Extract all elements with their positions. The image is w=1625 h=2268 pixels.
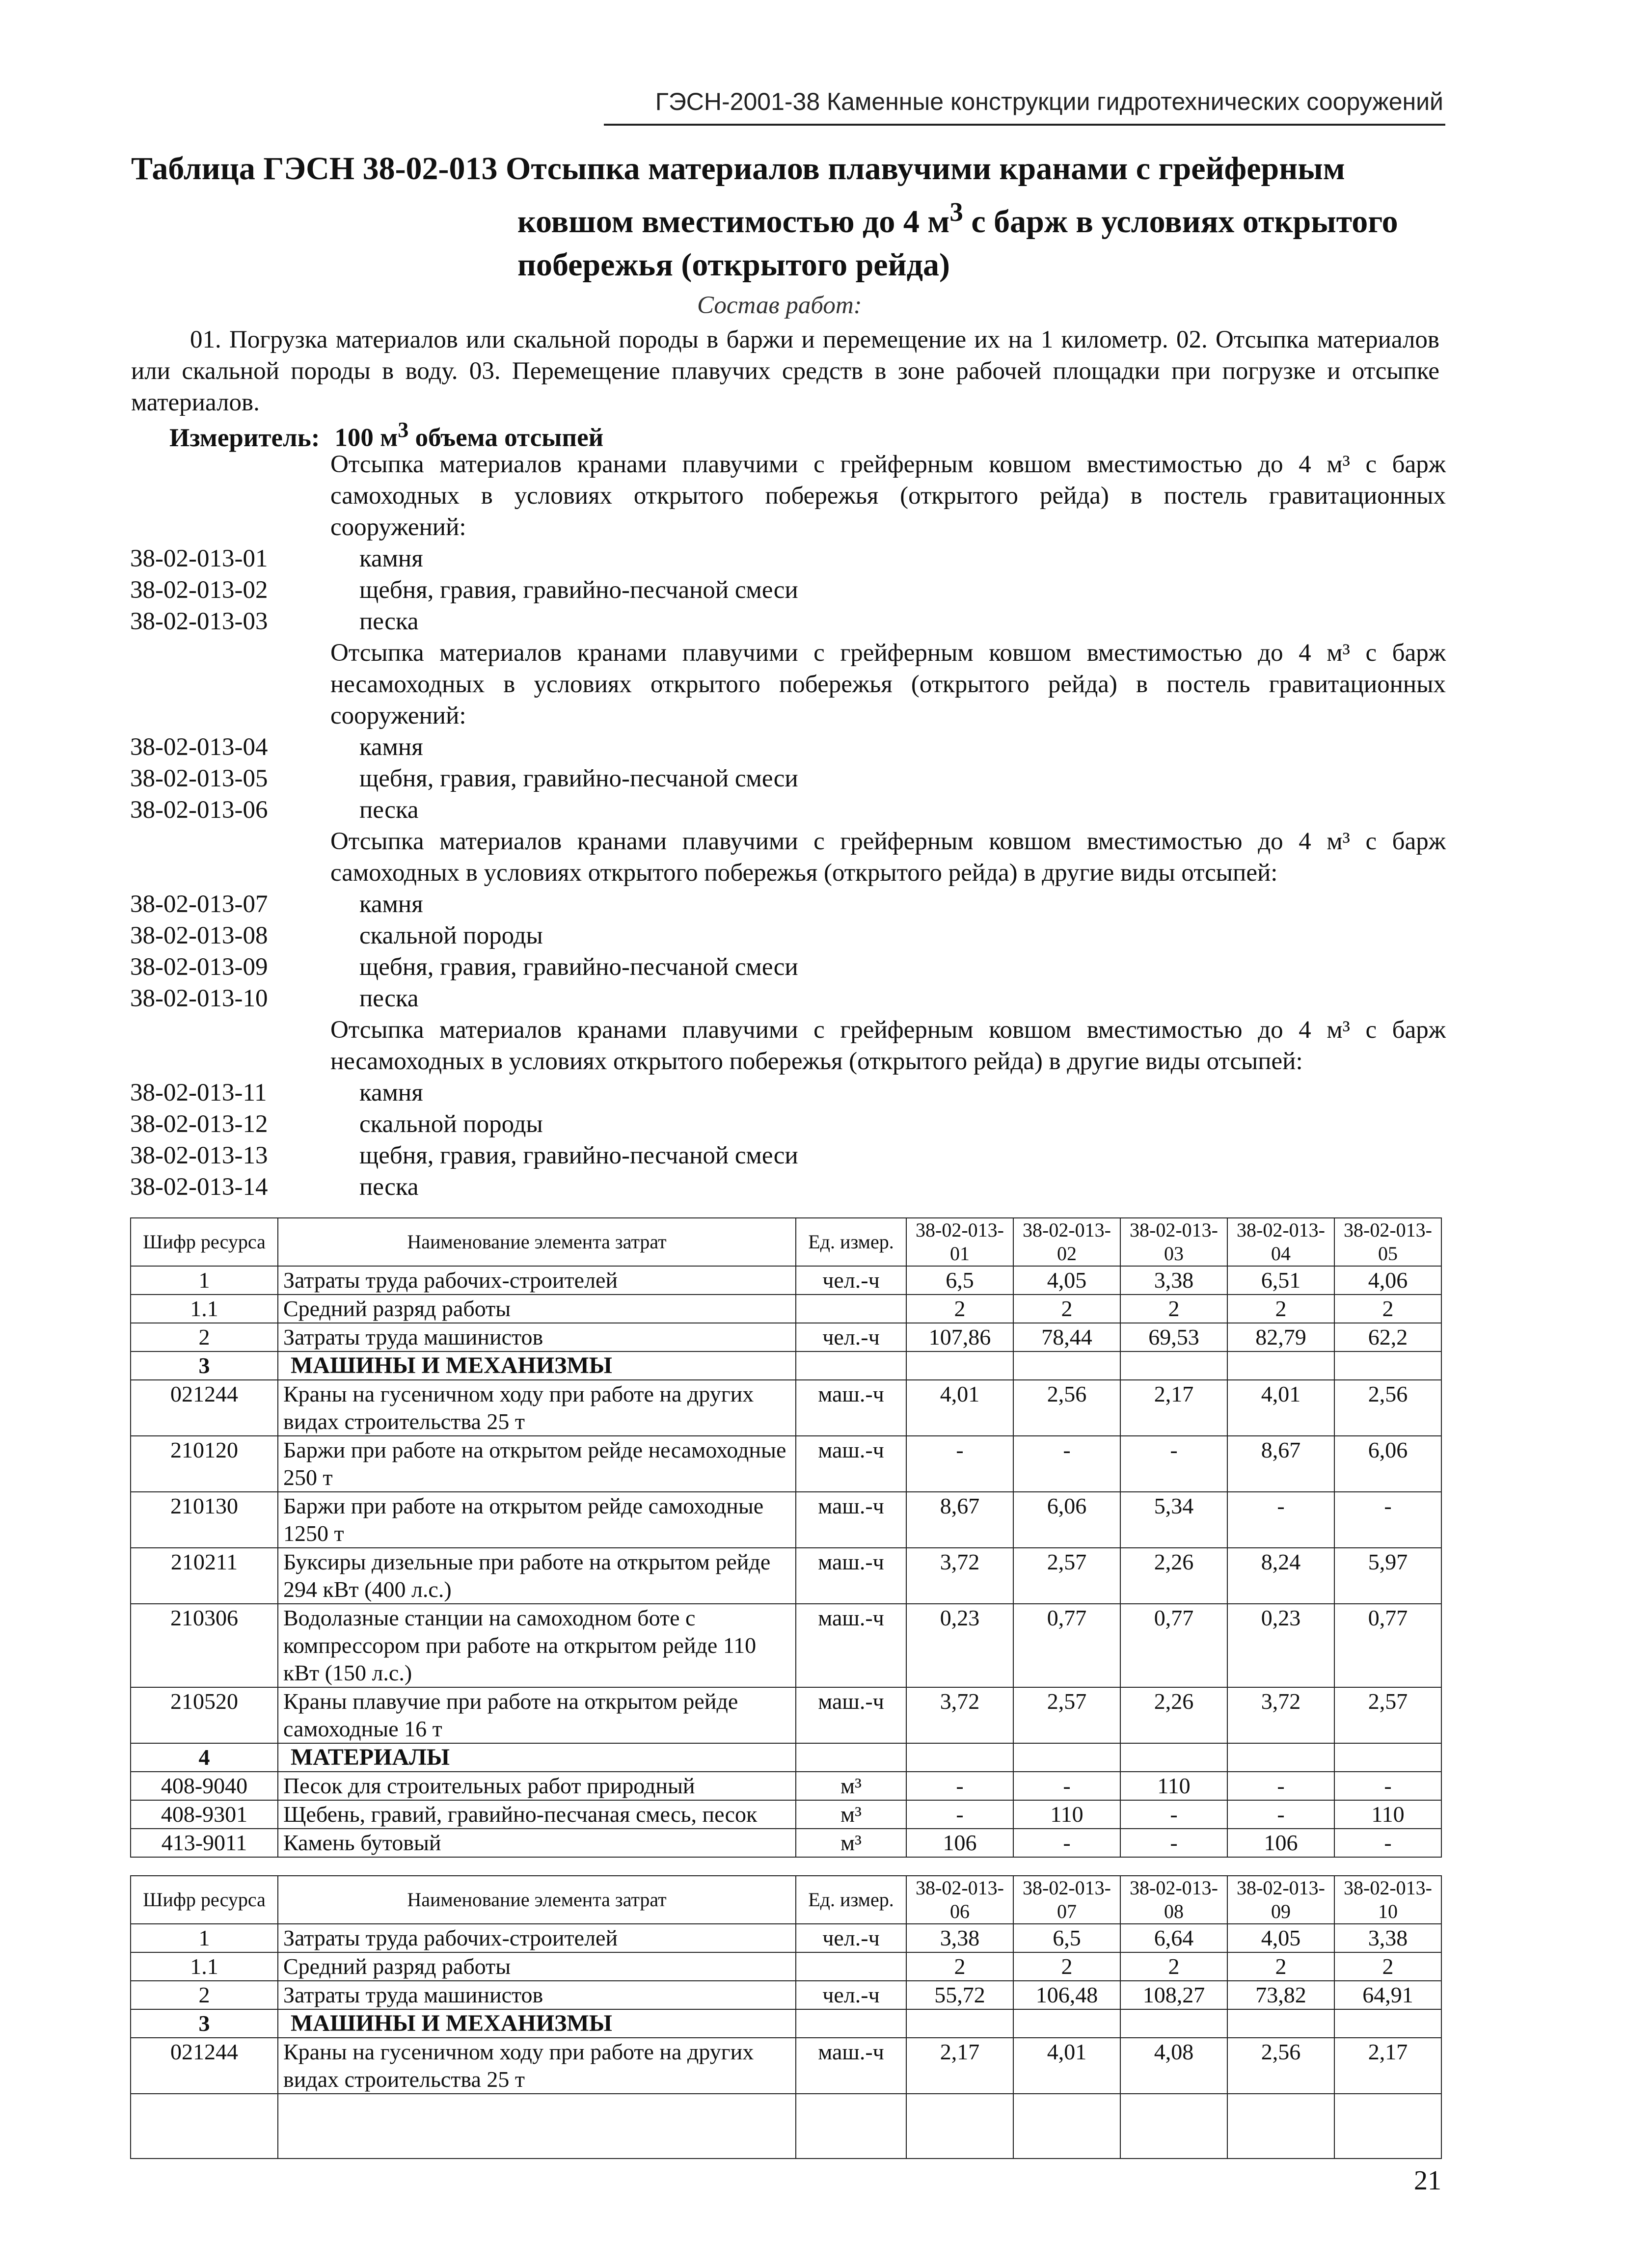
header-col-1: 38-02-013-01 [906,1218,1013,1266]
resource-code: 210306 [131,1604,278,1687]
table-row [131,1772,1441,1800]
value-cell: 2,17 [1334,2038,1441,2094]
resource-code: 3 [131,1351,278,1380]
norm-item [130,543,1446,574]
value-cell: 106 [906,1829,1013,1857]
value-cell [1227,2009,1334,2038]
value-cell: 62,2 [1334,1323,1441,1351]
value-cell: 5,97 [1334,1548,1441,1604]
value-cell: 6,06 [1013,1492,1120,1548]
norm-code: 38-02-013-13 [130,1142,268,1169]
header-rule [604,124,1445,126]
norm-code: 38-02-013-10 [130,985,268,1012]
resource-name: Затраты труда рабочих-строителей [278,1924,796,1952]
unit-cell: маш.-ч [796,1604,906,1687]
table-body [131,1266,1441,1857]
norm-code: 38-02-013-14 [130,1173,268,1201]
header-col-2: 38-02-013-07 [1013,1876,1120,1924]
work-composition-heading: Состав работ: [697,292,862,319]
value-cell: 2,17 [1120,1380,1227,1436]
value-cell [1013,2009,1120,2038]
resource-code: 210120 [131,1436,278,1492]
header-col-1: 38-02-013-06 [906,1876,1013,1924]
value-cell: - [1227,1772,1334,1800]
resource-name: Средний разряд работы [278,1295,796,1323]
title-line-3: побережья (открытого рейда) [517,247,950,283]
value-cell: 4,01 [906,1380,1013,1436]
value-cell [906,1743,1013,1772]
norm-code: 38-02-013-12 [130,1110,268,1138]
value-cell: - [1334,1772,1441,1800]
norm-item [130,574,1446,606]
value-cell: 3,72 [906,1548,1013,1604]
unit-cell [796,1295,906,1323]
title-line-1: Таблица ГЭСН 38-02-013 Отсыпка материалов плавучими кранами с грейферным [131,151,1345,187]
value-cell: 107,86 [906,1323,1013,1351]
unit-cell [796,1952,906,1981]
value-cell: 3,38 [1334,1924,1441,1952]
value-cell: 4,05 [1227,1924,1334,1952]
value-cell: 55,72 [906,1981,1013,2009]
table-header-row [131,1876,1441,1924]
value-cell: 6,51 [1227,1266,1334,1295]
unit-cell: маш.-ч [796,1687,906,1743]
header-code: Шифр ресурса [131,1876,278,1924]
header-col-3: 38-02-013-03 [1120,1218,1227,1266]
value-cell: 110 [1120,1772,1227,1800]
value-cell: 78,44 [1013,1323,1120,1351]
norm-code: 38-02-013-07 [130,891,268,918]
value-cell: 106 [1227,1829,1334,1857]
title-superscript: 3 [949,197,963,227]
resource-code: 1.1 [131,1295,278,1323]
value-cell [1120,1743,1227,1772]
table-title [131,147,1457,287]
value-cell: 2,56 [1227,2038,1334,2094]
value-cell: 2,26 [1120,1548,1227,1604]
group-description: Отсыпка материалов кранами плавучими с грейферным ковшом вместимостью до 4 м³ с барж самоходных в условиях открытого побережья (открытого рейда) в другие виды отсыпей: [330,828,1446,887]
norm-code: 38-02-013-02 [130,576,268,604]
unit-cell: маш.-ч [796,2038,906,2094]
value-cell: 8,67 [906,1492,1013,1548]
header-col-3: 38-02-013-08 [1120,1876,1227,1924]
unit-cell: м³ [796,1772,906,1800]
value-cell: - [1120,1800,1227,1829]
value-cell: 110 [1334,1800,1441,1829]
value-cell: - [1120,1436,1227,1492]
resource-name: Краны на гусеничном ходу при работе на других видах строительства 25 т [278,2038,796,2094]
empty-cell [1120,2094,1227,2159]
table-row [131,1548,1441,1604]
value-cell: 8,67 [1227,1436,1334,1492]
table-header-row [131,1218,1441,1266]
norm-code: 38-02-013-04 [130,733,268,761]
unit-cell [796,1743,906,1772]
value-cell: 2,56 [1334,1380,1441,1436]
value-cell: 3,38 [1120,1266,1227,1295]
norm-name: камня [359,733,423,761]
value-cell [1120,2009,1227,2038]
value-cell [1334,2009,1441,2038]
value-cell: - [906,1436,1013,1492]
resource-name: Краны плавучие при работе на открытом рейде самоходные 16 т [278,1687,796,1743]
table-row [131,1952,1441,1981]
section-row [131,1351,1441,1380]
norm-item [130,951,1446,983]
resource-name: Щебень, гравий, гравийно-песчаная смесь, песок [278,1800,796,1829]
unit-cell [796,2009,906,2038]
unit-cell: маш.-ч [796,1436,906,1492]
value-cell: - [906,1772,1013,1800]
value-cell: 2 [1227,1952,1334,1981]
empty-cell [278,2094,796,2159]
value-cell [906,1351,1013,1380]
value-cell: 2 [1013,1952,1120,1981]
value-cell: 6,06 [1334,1436,1441,1492]
empty-cell [906,2094,1013,2159]
resource-code: 408-9301 [131,1800,278,1829]
value-cell [1334,1743,1441,1772]
norm-name: скальной породы [359,922,543,949]
page-number: 21 [1414,2165,1441,2196]
norm-name: песка [359,985,419,1012]
value-cell: - [1013,1436,1120,1492]
empty-cell [1334,2094,1441,2159]
unit-cell: м³ [796,1800,906,1829]
norm-item [130,731,1446,763]
resource-table-2 [130,1875,1442,2159]
norm-item [130,794,1446,826]
running-head: ГЭСН-2001-38 Каменные конструкции гидротехнических сооружений [655,88,1443,115]
measure-superscript: 3 [398,418,409,442]
value-cell: 2 [1013,1295,1120,1323]
header-code: Шифр ресурса [131,1218,278,1266]
measure-value: 100 м [334,423,398,452]
resource-name: МАШИНЫ И МЕХАНИЗМЫ [278,2009,796,2038]
table-row [131,1800,1441,1829]
value-cell: - [1013,1772,1120,1800]
norm-name: щебня, гравия, гравийно-песчаной смеси [359,953,798,981]
norm-name: щебня, гравия, гравийно-песчаной смеси [359,576,798,604]
table-row [131,1380,1441,1436]
unit-cell: маш.-ч [796,1492,906,1548]
value-cell: - [1334,1492,1441,1548]
norm-item [130,1171,1446,1203]
table-row [131,1924,1441,1952]
resource-name: Затраты труда машинистов [278,1323,796,1351]
norm-item [130,920,1446,951]
value-cell: - [1334,1829,1441,1857]
value-cell: 2,57 [1334,1687,1441,1743]
value-cell [1334,1351,1441,1380]
unit-cell: чел.-ч [796,1323,906,1351]
header-col-4: 38-02-013-04 [1227,1218,1334,1266]
resource-code: 1 [131,1924,278,1952]
value-cell: 2 [1227,1295,1334,1323]
title-line-2-rest: с барж в условиях открытого [963,204,1398,240]
table-row [131,2038,1441,2094]
empty-cell [1013,2094,1120,2159]
norm-name: песка [359,1173,419,1201]
resource-code: 210211 [131,1548,278,1604]
empty-cell [1227,2094,1334,2159]
work-composition-text: 01. Погрузка материалов или скальной породы в баржи и перемещение их на 1 километр. 02. Отсыпка материалов или скальной породы в воду. 03. Перемещение плавучих средств в зоне рабочей площадки при погрузке и отсыпке материалов. [131,326,1439,416]
resource-name: Затраты труда машинистов [278,1981,796,2009]
value-cell: 2 [906,1952,1013,1981]
value-cell: 0,77 [1334,1604,1441,1687]
header-unit: Ед. измер. [796,1876,906,1924]
resource-name: Средний разряд работы [278,1952,796,1981]
table-row [131,1981,1441,2009]
value-cell: 2 [1120,1952,1227,1981]
norm-code: 38-02-013-01 [130,545,268,572]
header-col-2: 38-02-013-02 [1013,1218,1120,1266]
header-name: Наименование элемента затрат [278,1876,796,1924]
value-cell: 3,38 [906,1924,1013,1952]
norm-item [130,1077,1446,1108]
value-cell [1120,1351,1227,1380]
resource-code: 2 [131,1981,278,2009]
table-row [131,1687,1441,1743]
group-description: Отсыпка материалов кранами плавучими с грейферным ковшом вместимостью до 4 м³ с барж самоходных в условиях открытого побережья (открытого рейда) в постель гравитационных сооружений: [330,451,1446,541]
table-row [131,1323,1441,1351]
norm-item [130,606,1446,637]
resource-name: Камень бутовый [278,1829,796,1857]
resource-code: 1.1 [131,1952,278,1981]
norm-item [130,983,1446,1014]
value-cell [1013,1743,1120,1772]
title-line-2-text: ковшом вместимостью до 4 м [517,204,950,240]
measure-line [169,417,603,453]
table-row [131,1829,1441,1857]
norm-name: камня [359,1079,423,1107]
table-row [131,1492,1441,1548]
norm-name: песка [359,608,419,635]
unit-cell: чел.-ч [796,1981,906,2009]
unit-cell: чел.-ч [796,1924,906,1952]
norm-name: скальной породы [359,1110,543,1138]
measure-label: Измеритель: [169,423,320,452]
resource-name: Песок для строительных работ природный [278,1772,796,1800]
norm-name: щебня, гравия, гравийно-песчаной смеси [359,765,798,792]
value-cell: 2,26 [1120,1687,1227,1743]
value-cell: 73,82 [1227,1981,1334,2009]
unit-cell [796,1351,906,1380]
value-cell: 4,01 [1227,1380,1334,1436]
value-cell: 2 [1334,1295,1441,1323]
value-cell: 8,24 [1227,1548,1334,1604]
resource-code: 408-9040 [131,1772,278,1800]
resource-name: МАТЕРИАЛЫ [278,1743,796,1772]
norm-code: 38-02-013-06 [130,796,268,824]
header-name: Наименование элемента затрат [278,1218,796,1266]
norm-item [130,889,1446,920]
value-cell: 2 [1120,1295,1227,1323]
unit-cell: маш.-ч [796,1380,906,1436]
unit-cell: чел.-ч [796,1266,906,1295]
norm-code: 38-02-013-03 [130,608,268,635]
resource-code: 4 [131,1743,278,1772]
table-row [131,1604,1441,1687]
value-cell: 3,72 [1227,1687,1334,1743]
value-cell: 108,27 [1120,1981,1227,2009]
value-cell [906,2009,1013,2038]
value-cell: - [1013,1829,1120,1857]
value-cell: 2,17 [906,2038,1013,2094]
value-cell: 6,5 [1013,1924,1120,1952]
value-cell: 2,57 [1013,1687,1120,1743]
group-description: Отсыпка материалов кранами плавучими с грейферным ковшом вместимостью до 4 м³ с барж несамоходных в условиях открытого побережья (открытого рейда) в постель гравитационных сооружений: [330,639,1446,729]
unit-cell: маш.-ч [796,1548,906,1604]
value-cell: - [906,1800,1013,1829]
table-row [131,1266,1441,1295]
header-unit: Ед. измер. [796,1218,906,1266]
norm-code: 38-02-013-09 [130,953,268,981]
value-cell: - [1120,1829,1227,1857]
resource-name: Краны на гусеничном ходу при работе на других видах строительства 25 т [278,1380,796,1436]
value-cell: 2,57 [1013,1548,1120,1604]
resource-code: 3 [131,2009,278,2038]
section-row [131,1743,1441,1772]
norm-item [130,1140,1446,1171]
measure-rest: объема отсыпей [408,423,604,452]
value-cell: 4,05 [1013,1266,1120,1295]
value-cell: 110 [1013,1800,1120,1829]
resource-name: Баржи при работе на открытом рейде самоходные 1250 т [278,1492,796,1548]
value-cell: 2 [1334,1952,1441,1981]
value-cell: 0,77 [1120,1604,1227,1687]
norm-name: камня [359,545,423,572]
value-cell: 106,48 [1013,1981,1120,2009]
norm-name: песка [359,796,419,824]
value-cell: 0,23 [906,1604,1013,1687]
empty-cell [131,2094,278,2159]
resource-name: МАШИНЫ И МЕХАНИЗМЫ [278,1351,796,1380]
value-cell: 2,56 [1013,1380,1120,1436]
value-cell: 0,77 [1013,1604,1120,1687]
norm-code: 38-02-013-11 [130,1079,267,1107]
title-line-2 [131,190,1457,243]
value-cell: 4,01 [1013,2038,1120,2094]
value-cell [1227,1743,1334,1772]
resource-code: 413-9011 [131,1829,278,1857]
table-body [131,1924,1441,2159]
value-cell [1227,1351,1334,1380]
resource-name: Затраты труда рабочих-строителей [278,1266,796,1295]
resource-code: 021244 [131,1380,278,1436]
header-col-4: 38-02-013-09 [1227,1876,1334,1924]
resource-name: Буксиры дизельные при работе на открытом рейде 294 кВт (400 л.с.) [278,1548,796,1604]
section-row [131,2009,1441,2038]
value-cell: 3,72 [906,1687,1013,1743]
resource-code: 210130 [131,1492,278,1548]
resource-name: Водолазные станции на самоходном боте с компрессором при работе на открытом рейде 110 кВт (150 л.с.) [278,1604,796,1687]
resource-code: 2 [131,1323,278,1351]
value-cell [1013,1351,1120,1380]
header-col-5: 38-02-013-10 [1334,1876,1441,1924]
value-cell: 4,06 [1334,1266,1441,1295]
value-cell: 64,91 [1334,1981,1441,2009]
norm-name: щебня, гравия, гравийно-песчаной смеси [359,1142,798,1169]
value-cell: 82,79 [1227,1323,1334,1351]
value-cell: 69,53 [1120,1323,1227,1351]
empty-cell [796,2094,906,2159]
unit-cell: м³ [796,1829,906,1857]
value-cell: 2 [906,1295,1013,1323]
norm-item [130,1108,1446,1140]
spacer-row [131,2094,1441,2159]
value-cell: 5,34 [1120,1492,1227,1548]
resource-code: 1 [131,1266,278,1295]
resource-table-1 [130,1217,1442,1858]
value-cell: 6,64 [1120,1924,1227,1952]
value-cell: - [1227,1800,1334,1829]
value-cell: 4,08 [1120,2038,1227,2094]
value-cell: 6,5 [906,1266,1013,1295]
table-row [131,1295,1441,1323]
norm-item [130,763,1446,794]
resource-name: Баржи при работе на открытом рейде несамоходные 250 т [278,1436,796,1492]
group-description: Отсыпка материалов кранами плавучими с грейферным ковшом вместимостью до 4 м³ с барж несамоходных в условиях открытого побережья (открытого рейда) в другие виды отсыпей: [330,1016,1446,1075]
value-cell: 0,23 [1227,1604,1334,1687]
table-row [131,1436,1441,1492]
header-col-5: 38-02-013-05 [1334,1218,1441,1266]
norm-code: 38-02-013-08 [130,922,268,949]
norm-code: 38-02-013-05 [130,765,268,792]
resource-code: 210520 [131,1687,278,1743]
norm-codes-list [130,449,1446,1203]
norm-name: камня [359,891,423,918]
resource-code: 021244 [131,2038,278,2094]
value-cell: - [1227,1492,1334,1548]
